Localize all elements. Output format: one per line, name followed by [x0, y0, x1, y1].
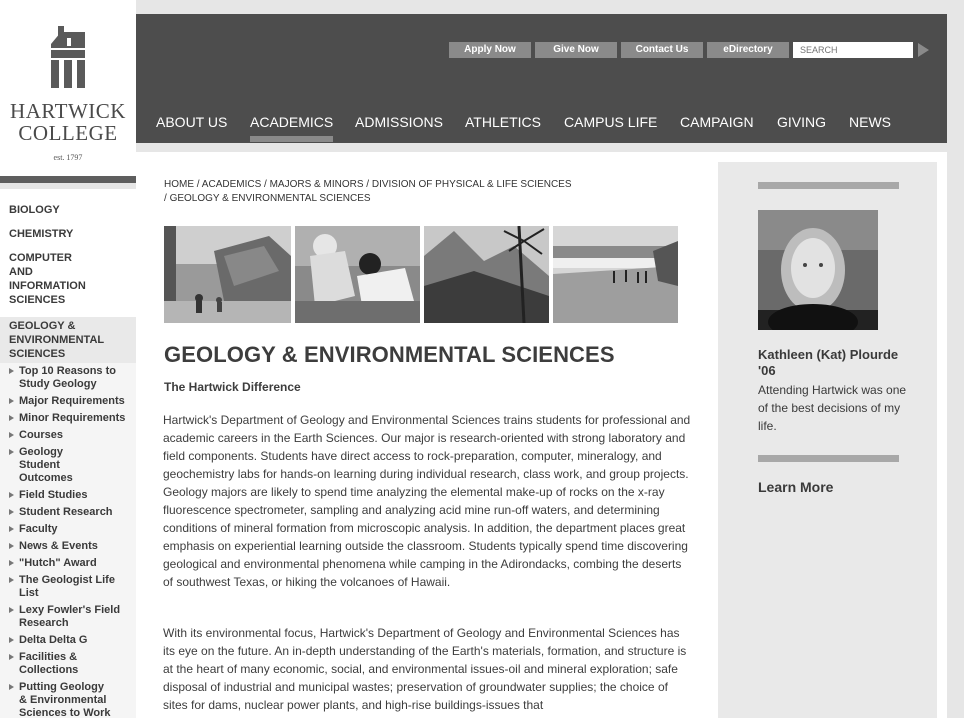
apply-now-button[interactable]: Apply Now [449, 42, 531, 58]
nav-news[interactable]: NEWS [849, 114, 891, 130]
search-go-icon[interactable] [918, 43, 929, 57]
geology-subnav [0, 363, 136, 718]
contact-us-button[interactable]: Contact Us [621, 42, 703, 58]
breadcrumb-division[interactable]: DIVISION OF PHYSICAL & LIFE SCIENCES [371, 179, 572, 190]
subnav-student-research[interactable]: Student Research [0, 506, 136, 519]
student-name: Kathleen (Kat) Plourde '06 [758, 347, 899, 378]
section-subtitle: The Hartwick Difference [164, 380, 301, 394]
nav-campus-life[interactable]: CAMPUS LIFE [564, 114, 658, 130]
student-quote: Attending Hartwick was one of the best decisions of my life. [758, 383, 907, 433]
nav-academics[interactable]: ACADEMICS [250, 114, 334, 130]
sidebar-rule-bottom [758, 455, 899, 462]
nav-athletics[interactable]: ATHLETICS [465, 114, 541, 130]
subnav-geologist-life-list[interactable]: The Geologist Life List [0, 574, 125, 600]
subnav-courses[interactable]: Courses [0, 429, 136, 442]
subnav-field-studies[interactable]: Field Studies [0, 489, 136, 502]
subnav-facilities-collections[interactable]: Facilities & Collections [0, 651, 100, 677]
breadcrumb-separator: / [366, 179, 370, 190]
subnav-faculty[interactable]: Faculty [0, 523, 136, 536]
dept-biology[interactable]: BIOLOGY [9, 204, 60, 216]
subnav-minor-requirements[interactable]: Minor Requirements [0, 412, 136, 425]
breadcrumb-academics[interactable]: ACADEMICS [201, 179, 262, 190]
learn-more-link[interactable]: Learn More [758, 479, 834, 495]
breadcrumb-home[interactable]: HOME [164, 179, 194, 190]
dept-computer-information-sciences[interactable]: COMPUTER AND INFORMATION SCIENCES [9, 252, 86, 306]
dept-chemistry[interactable]: CHEMISTRY [9, 228, 74, 240]
give-now-button[interactable]: Give Now [535, 42, 617, 58]
student-portrait-photo [758, 210, 878, 330]
intro-paragraph: Hartwick's Department of Geology and Environmental Sciences trains students for professional and academic careers in the Earth Sciences. Our major is research-oriented with strong laboratory and field components. Students have direct access to rock-preparation, computer, mineralogy, and geochemistry labs for hands-on learning during individual research, class work, and group projects. Geology majors are likely to spend time analyzing the elemental make-up of rocks on the x-ray fluorescence spectrometer, sampling and analyzing acid mine run-off waters, and determining conditions of mineral formation from microscopic analysis. In addition, the department places great emphasis on experiential learning outside the classroom. Students typically spend time discovering geological and environmental phenomena while camping in the Adirondacks, combing the deserts of southwest Texas, or hiking the volcanoes of Hawaii. [163, 413, 691, 589]
rock-outcrop-photo [164, 226, 291, 323]
nav-giving[interactable]: GIVING [777, 114, 827, 130]
subnav-major-requirements[interactable]: Major Requirements [0, 395, 136, 408]
second-paragraph: With its environmental focus, Hartwick's Department of Geology and Environmental Sciences has its eye on the future. An in-depth understanding of the Earth's materials, formation, and structure is at the heart of many economic, social, and environmental issues-oil and mineral exploration; safe disposal of industrial and municipal wastes; preservation of groundwater supplies; the choice of sites for dams, nuclear power plants, and high-rise buildings-issues that [163, 626, 687, 712]
students-fieldwork-photo [295, 226, 420, 323]
left-divider [0, 176, 136, 183]
college-emblem-icon [48, 22, 88, 92]
breadcrumb-separator: / [164, 193, 167, 204]
page-title: GEOLOGY & ENVIRONMENTAL SCIENCES [164, 342, 615, 367]
search-input[interactable] [793, 42, 913, 58]
dept-geology-environmental-sciences[interactable]: GEOLOGY & ENVIRONMENTAL SCIENCES [9, 320, 104, 360]
subnav-lexy-fowler-field-research[interactable]: Lexy Fowler's Field Research [0, 604, 136, 630]
desert-landscape-photo [553, 226, 678, 323]
subnav-news-events[interactable]: News & Events [0, 540, 136, 553]
breadcrumb-separator: / [264, 179, 267, 190]
subnav-delta-delta-g[interactable]: Delta Delta G [0, 634, 136, 647]
breadcrumb [164, 178, 594, 206]
nav-admissions[interactable]: ADMISSIONS [355, 114, 443, 130]
main-content [136, 152, 947, 718]
breadcrumb-majors-minors[interactable]: MAJORS & MINORS [269, 179, 364, 190]
nav-about-us[interactable]: ABOUT US [156, 114, 228, 130]
college-established: est. 1797 [53, 153, 83, 162]
subnav-putting-geology-to-work[interactable]: Putting Geology & Environmental Sciences to Work [0, 681, 120, 718]
college-name: HARTWICK COLLEGE [10, 99, 126, 145]
edirectory-button[interactable]: eDirectory [707, 42, 789, 58]
breadcrumb-current: GEOLOGY & ENVIRONMENTAL SCIENCES [169, 193, 371, 204]
department-nav [0, 189, 136, 718]
mountain-valley-photo [424, 226, 549, 323]
subnav-geology-student-outcomes[interactable]: Geology Student Outcomes [0, 446, 110, 485]
subnav-hutch-award[interactable]: "Hutch" Award [0, 557, 136, 570]
subnav-top-10-reasons[interactable]: Top 10 Reasons to Study Geology [0, 365, 136, 391]
student-profile-sidebar [718, 162, 937, 718]
breadcrumb-separator: / [196, 179, 200, 190]
sidebar-rule-top [758, 182, 899, 189]
nav-campaign[interactable]: CAMPAIGN [680, 114, 754, 130]
site-header [136, 14, 947, 143]
college-logo[interactable] [0, 0, 136, 176]
